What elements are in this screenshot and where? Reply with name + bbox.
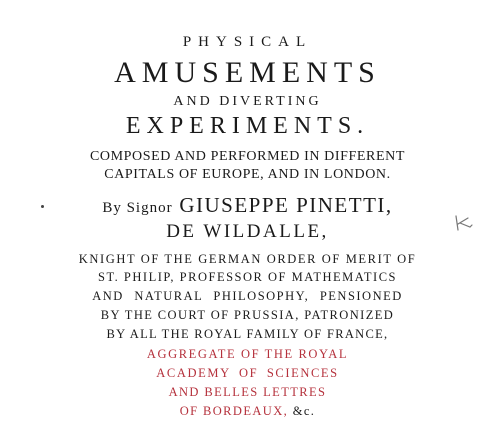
- description-line: ST. PHILIP, PROFESSOR OF MATHEMATICS: [98, 270, 397, 284]
- title-line-and-diverting: AND DIVERTING: [173, 94, 322, 109]
- pencil-annotation-mark: [450, 214, 474, 234]
- subtitle-line-2: CAPITALS OF EUROPE, AND IN LONDON.: [104, 167, 391, 182]
- red-description-line: AND BELLES LETTRES: [168, 385, 327, 399]
- description-line: BY ALL THE ROYAL FAMILY OF FRANCE,: [106, 327, 389, 341]
- description-line: BY THE COURT OF PRUSSIA, PATRONIZED: [100, 308, 395, 322]
- title-line-experiments: EXPERIMENTS.: [125, 113, 370, 139]
- author-name: GIUSEPPE PINETTI,: [179, 193, 393, 217]
- red-description-line-last: [0, 405, 495, 418]
- title-line-physical: PHYSICAL: [182, 34, 313, 50]
- red-bordeaux-text: OF BORDEAUX,: [179, 404, 289, 418]
- red-description-line: ACADEMY OF SCIENCES: [156, 366, 339, 380]
- subtitle-line-1: COMPOSED AND PERFORMED IN DIFFERENT: [89, 149, 406, 164]
- title-line-amusements: AMUSEMENTS: [114, 56, 381, 89]
- etc-text: &c.: [292, 404, 316, 418]
- author-title: DE WILDALLE,: [166, 221, 329, 242]
- red-description-line: AGGREGATE OF THE ROYAL: [146, 347, 349, 361]
- author-prefix: By Signor: [102, 200, 173, 216]
- description-line: KNIGHT OF THE GERMAN ORDER OF MERIT OF: [78, 252, 417, 266]
- description-line: AND NATURAL PHILOSOPHY, PENSIONED: [92, 289, 403, 303]
- author-line: [0, 195, 495, 216]
